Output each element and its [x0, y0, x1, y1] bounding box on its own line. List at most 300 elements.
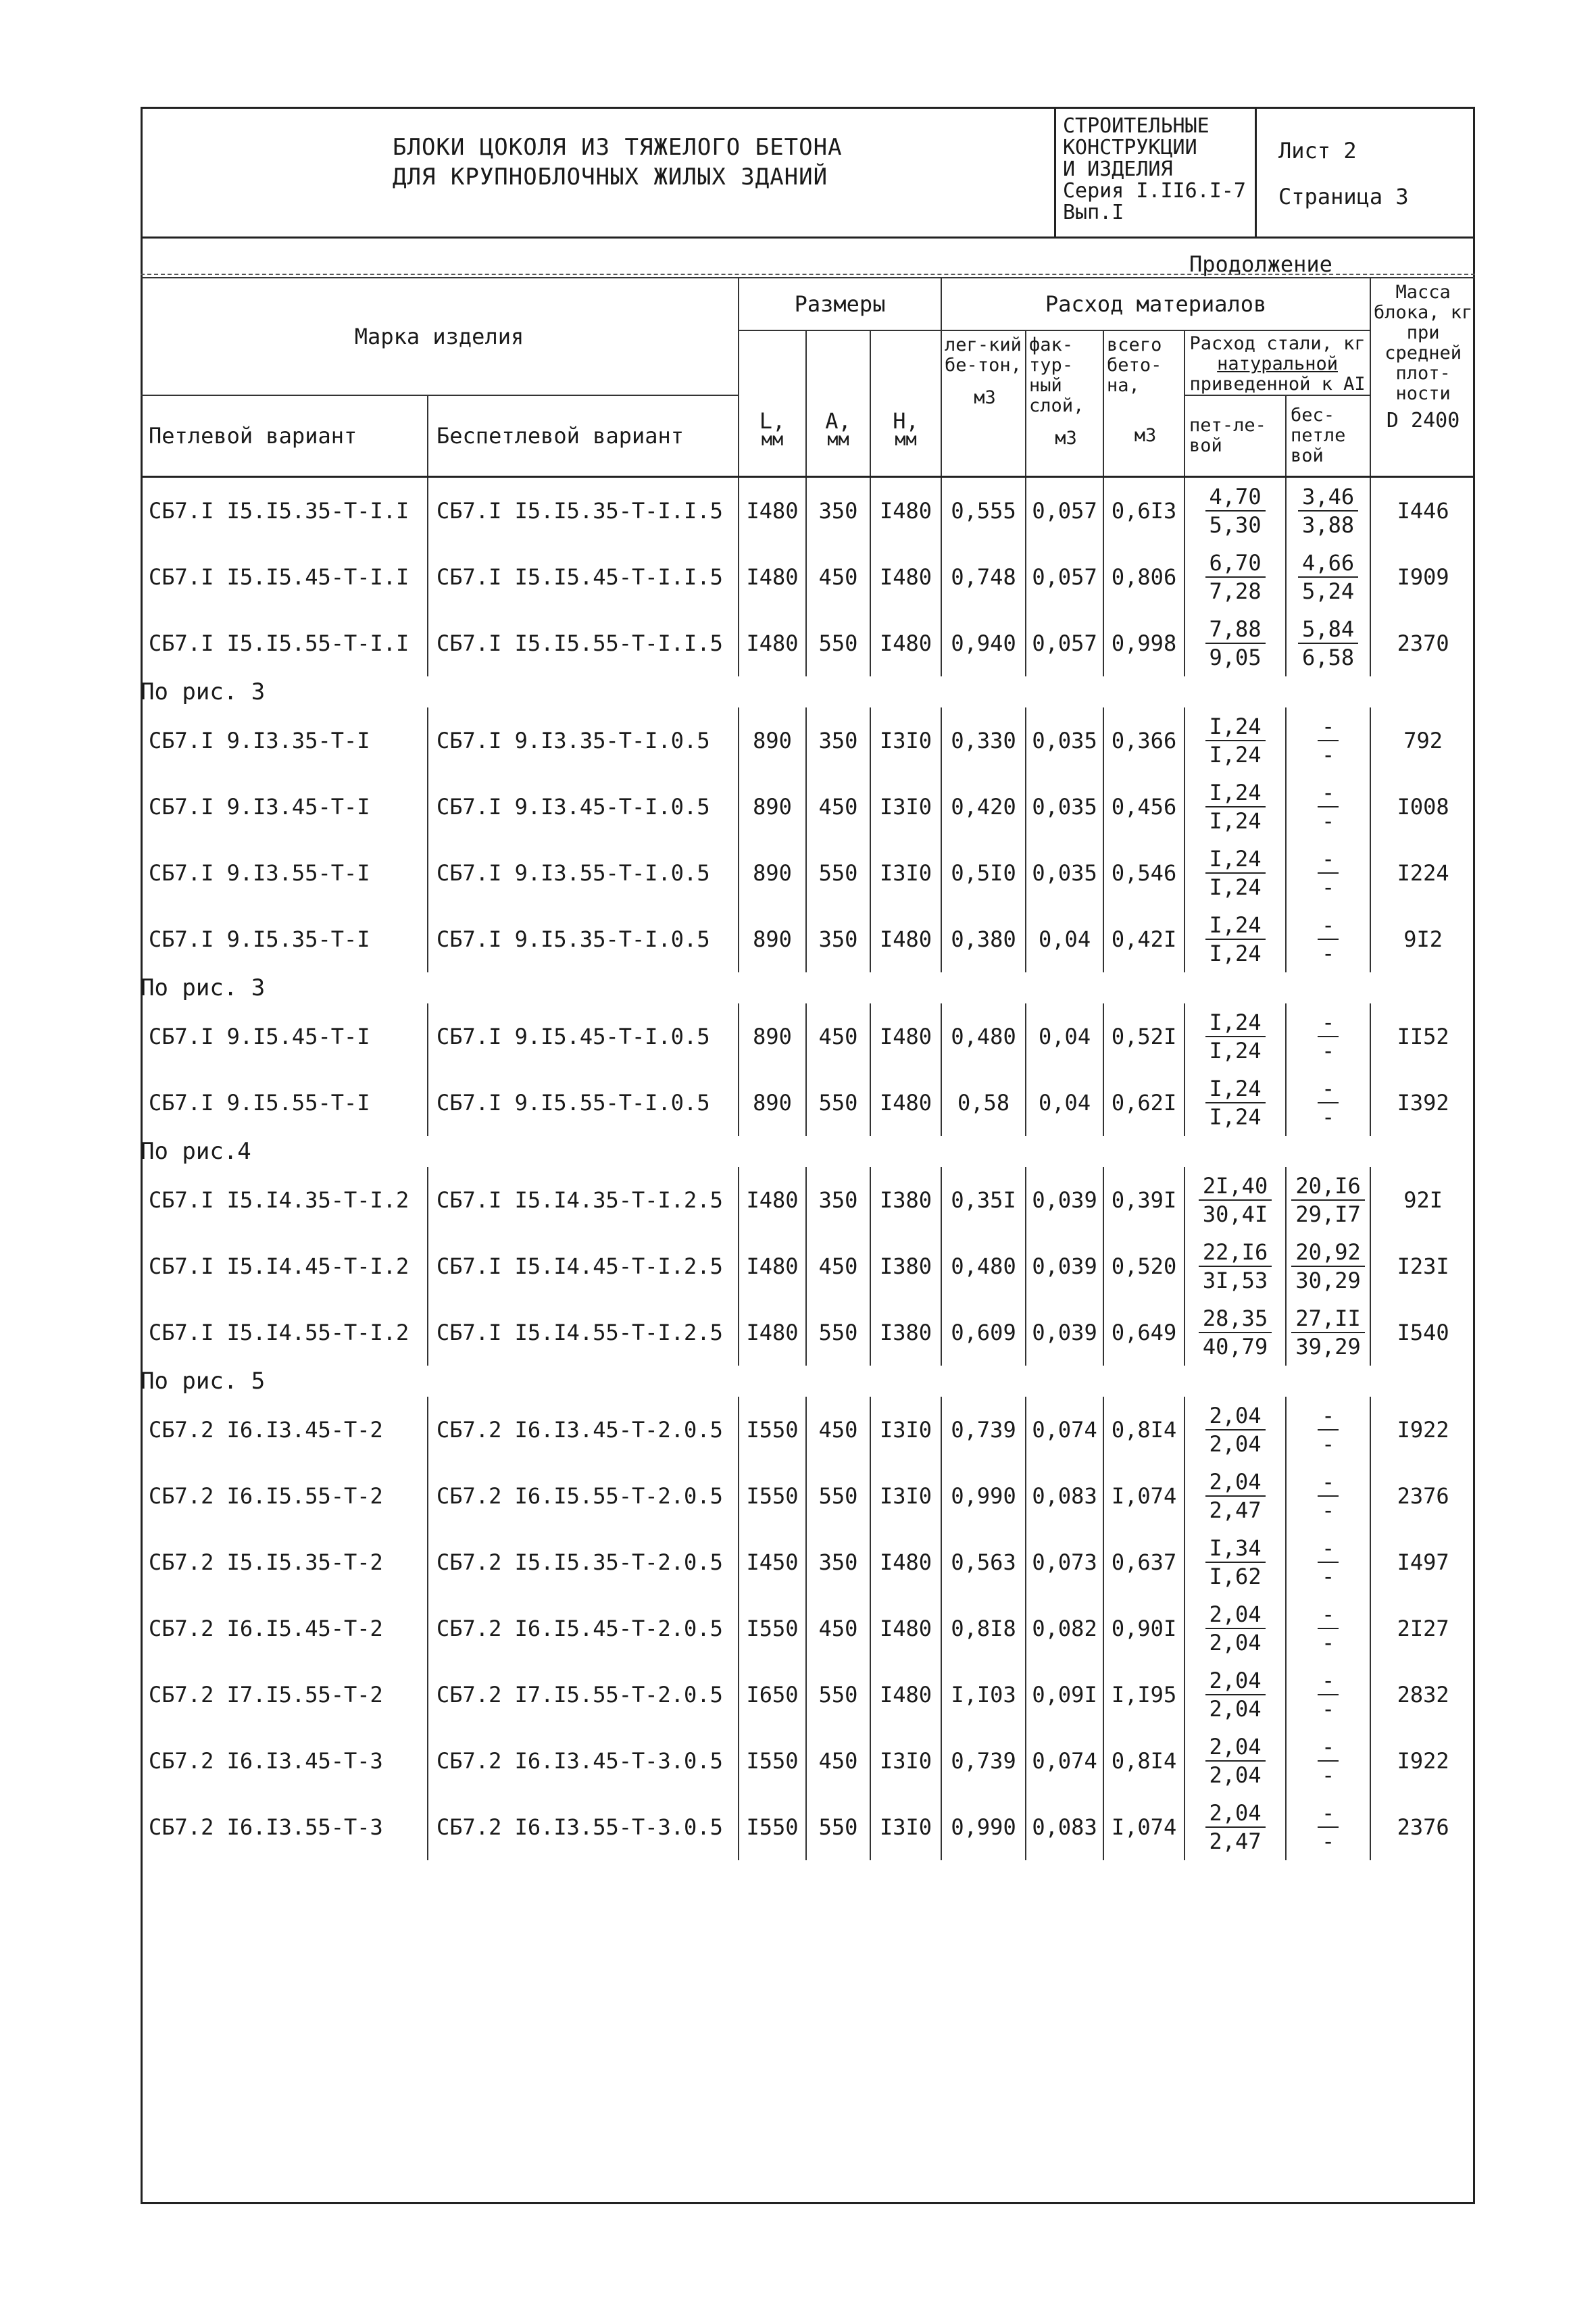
steel-noloop-value	[1286, 544, 1370, 610]
reduced-steel: 2,04	[1209, 1629, 1262, 1656]
steel-loop-value	[1184, 906, 1286, 972]
title-cell	[143, 109, 1056, 237]
reduced-steel: I,24	[1209, 741, 1262, 768]
reduced-steel: I,62	[1209, 1563, 1262, 1589]
total-concrete-header: всего бето-на, м3	[1103, 330, 1184, 476]
steel-loop-value	[1184, 1167, 1286, 1233]
group-caption-row	[141, 676, 1475, 707]
reduced-steel: I,24	[1209, 1103, 1262, 1130]
texture-layer-value: 0,057	[1026, 544, 1103, 610]
noloop-mark: СБ7.2 I6.I3.45-Т-3.0.5	[428, 1728, 739, 1794]
steel-noloop-value	[1286, 1794, 1370, 1860]
width-value: 450	[806, 1233, 870, 1299]
group-caption: По рис. 5	[141, 1367, 266, 1395]
loop-mark: СБ7.2 I6.I3.45-Т-3	[149, 1747, 383, 1774]
light-concrete-value: 0,5I0	[941, 840, 1026, 906]
noloop-mark: СБ7.2 I6.I3.55-Т-3.0.5	[428, 1794, 739, 1860]
length-value: I480	[739, 476, 806, 544]
noloop-mark: СБ7.2 I6.I5.55-Т-2.0.5	[428, 1463, 739, 1529]
sheet-info	[1278, 128, 1409, 220]
length-value: 890	[739, 1003, 806, 1070]
loop-mark: СБ7.I I5.I4.35-Т-I.2	[149, 1187, 409, 1213]
reduced-steel: -	[1321, 1563, 1335, 1589]
noloop-mark: СБ7.2 I6.I5.45-Т-2.0.5	[428, 1595, 739, 1662]
mass-value: 9I2	[1370, 906, 1475, 972]
height-value: I480	[870, 610, 941, 676]
natural-steel: 2,04	[1205, 1402, 1266, 1430]
width-value: 550	[806, 1794, 870, 1860]
product-table	[141, 277, 1475, 1860]
table-row	[141, 1794, 1475, 1860]
light-concrete-value: 0,58	[941, 1070, 1026, 1136]
total-concrete-value: 0,456	[1103, 774, 1184, 840]
fraction	[1205, 1667, 1266, 1722]
light-concrete-value: 0,330	[941, 707, 1026, 774]
mass-value: 2376	[1370, 1794, 1475, 1860]
loop-mark: СБ7.2 I6.I3.45-Т-2	[149, 1416, 383, 1443]
steel-loop-value	[1184, 476, 1286, 544]
loop-mark: СБ7.I I5.I5.45-Т-I.I	[149, 564, 409, 590]
steel-noloop-value	[1286, 1662, 1370, 1728]
steel-loop-value	[1184, 1233, 1286, 1299]
width-value: 350	[806, 476, 870, 544]
fraction	[1298, 483, 1358, 539]
reduced-steel: -	[1321, 874, 1335, 900]
fraction	[1291, 1172, 1364, 1228]
reduced-steel: -	[1321, 1497, 1335, 1523]
steel-noloop-value	[1286, 610, 1370, 676]
length-value: 890	[739, 774, 806, 840]
reduced-steel: 5,24	[1302, 578, 1355, 604]
natural-steel: 2,04	[1205, 1733, 1266, 1762]
steel-noloop-value	[1286, 1233, 1370, 1299]
reduced-steel: -	[1321, 1430, 1335, 1457]
reduced-steel: 3I,53	[1202, 1267, 1268, 1293]
table-row	[141, 1233, 1475, 1299]
divider	[141, 274, 1475, 275]
table-row	[141, 544, 1475, 610]
length-value: 890	[739, 1070, 806, 1136]
natural-steel: -	[1318, 1535, 1339, 1563]
length-value: I550	[739, 1794, 806, 1860]
height-value: I480	[870, 476, 941, 544]
fraction	[1199, 1172, 1272, 1228]
loop-mark: СБ7.2 I6.I5.55-Т-2	[149, 1483, 383, 1509]
steel-noloop-value	[1286, 1299, 1370, 1366]
steel-loop-value	[1184, 610, 1286, 676]
fraction	[1205, 1009, 1266, 1064]
reduced-steel: -	[1321, 940, 1335, 966]
natural-steel: I,24	[1205, 779, 1266, 807]
loop-mark: СБ7.2 I7.I5.55-Т-2	[149, 1681, 383, 1708]
steel-loop-value	[1184, 1595, 1286, 1662]
light-concrete-value: 0,990	[941, 1463, 1026, 1529]
title-line-1: БЛОКИ ЦОКОЛЯ ИЗ ТЯЖЕЛОГО БЕТОНА	[393, 134, 843, 161]
fraction	[1291, 1239, 1364, 1294]
width-value: 450	[806, 1003, 870, 1070]
consumption-header: Расход материалов	[941, 278, 1370, 330]
total-concrete-value: 0,649	[1103, 1299, 1184, 1366]
natural-steel: I,24	[1205, 1075, 1266, 1103]
table-row	[141, 1463, 1475, 1529]
texture-layer-value: 0,035	[1026, 774, 1103, 840]
width-value: 450	[806, 774, 870, 840]
mass-value: I224	[1370, 840, 1475, 906]
texture-layer-value: 0,035	[1026, 707, 1103, 774]
natural-steel: -	[1318, 1075, 1339, 1103]
texture-layer-value: 0,04	[1026, 1003, 1103, 1070]
mass-value: I922	[1370, 1728, 1475, 1794]
total-concrete-value: I,I95	[1103, 1662, 1184, 1728]
steel-noloop-value	[1286, 1003, 1370, 1070]
height-value: I3I0	[870, 1794, 941, 1860]
natural-steel: -	[1318, 912, 1339, 940]
reduced-steel: -	[1321, 1762, 1335, 1788]
table-row	[141, 840, 1475, 906]
total-concrete-value: 0,520	[1103, 1233, 1184, 1299]
natural-steel: -	[1318, 1799, 1339, 1828]
noloop-mark: СБ7.I 9.I5.55-Т-I.0.5	[428, 1070, 739, 1136]
natural-steel: 6,70	[1205, 549, 1266, 578]
natural-steel: -	[1318, 845, 1339, 874]
steel-loop-value	[1184, 1463, 1286, 1529]
length-value: I550	[739, 1728, 806, 1794]
natural-steel: 5,84	[1298, 616, 1358, 644]
fraction	[1205, 549, 1266, 605]
steel-loop-value	[1184, 707, 1286, 774]
reduced-steel: 2,04	[1209, 1762, 1262, 1788]
reduced-steel: 30,29	[1295, 1267, 1361, 1293]
total-concrete-value: 0,6I3	[1103, 476, 1184, 544]
mass-value: I392	[1370, 1070, 1475, 1136]
reduced-steel: I,24	[1209, 874, 1262, 900]
reduced-steel: 9,05	[1209, 644, 1262, 670]
loop-mark: СБ7.I I5.I4.55-Т-I.2	[149, 1319, 409, 1345]
reduced-steel: 7,28	[1209, 578, 1262, 604]
loop-mark: СБ7.I 9.I5.35-Т-I	[149, 926, 370, 952]
total-concrete-value: 0,366	[1103, 707, 1184, 774]
fraction	[1318, 1402, 1339, 1458]
steel-noloop-value	[1286, 1397, 1370, 1463]
reduced-steel: 39,29	[1295, 1333, 1361, 1360]
reduced-steel: -	[1321, 1037, 1335, 1064]
length-value: I480	[739, 1299, 806, 1366]
width-value: 450	[806, 1397, 870, 1463]
steel-loop-value	[1184, 1662, 1286, 1728]
light-concrete-value: 0,8I8	[941, 1595, 1026, 1662]
table-row	[141, 1529, 1475, 1595]
fraction	[1318, 1468, 1339, 1524]
reduced-steel: 30,4I	[1202, 1201, 1268, 1227]
reduced-steel: 3,88	[1302, 512, 1355, 538]
document-title	[393, 132, 843, 192]
steel-noloop-value	[1286, 1529, 1370, 1595]
series-line: СТРОИТЕЛЬНЫЕ	[1063, 114, 1210, 138]
steel-loop-value	[1184, 1529, 1286, 1595]
natural-steel: 2,04	[1205, 1468, 1266, 1497]
length-value: I550	[739, 1595, 806, 1662]
h-header: H, мм	[870, 330, 941, 476]
reduced-steel: I,24	[1209, 1037, 1262, 1064]
texture-layer-value: 0,083	[1026, 1463, 1103, 1529]
steel-loop-value	[1184, 544, 1286, 610]
mass-value: 2I27	[1370, 1595, 1475, 1662]
length-value: 890	[739, 906, 806, 972]
fraction	[1205, 616, 1266, 671]
natural-steel: 20,92	[1291, 1239, 1364, 1267]
loop-mark: СБ7.2 I5.I5.35-Т-2	[149, 1549, 383, 1575]
natural-steel: 7,88	[1205, 616, 1266, 644]
group-caption: По рис.4	[141, 1137, 251, 1165]
steel-noloop-value	[1286, 476, 1370, 544]
a-header: A, мм	[806, 330, 870, 476]
loop-mark: СБ7.2 I6.I5.45-Т-2	[149, 1615, 383, 1641]
table-row	[141, 1595, 1475, 1662]
reduced-steel: 6,58	[1302, 644, 1355, 670]
reduced-steel: 2,04	[1209, 1695, 1262, 1722]
mass-value: I008	[1370, 774, 1475, 840]
texture-layer-value: 0,035	[1026, 840, 1103, 906]
natural-steel: -	[1318, 1667, 1339, 1695]
noloop-mark: СБ7.I I5.I5.55-Т-I.I.5	[428, 610, 739, 676]
height-value: I480	[870, 906, 941, 972]
mass-value: 2832	[1370, 1662, 1475, 1728]
natural-steel: -	[1318, 1601, 1339, 1629]
length-value: I450	[739, 1529, 806, 1595]
noloop-mark: СБ7.I 9.I3.45-Т-I.0.5	[428, 774, 739, 840]
noloop-mark: СБ7.2 I5.I5.35-Т-2.0.5	[428, 1529, 739, 1595]
fraction	[1205, 912, 1266, 967]
light-concrete-value: 0,480	[941, 1233, 1026, 1299]
reduced-steel: I,24	[1209, 807, 1262, 834]
fraction	[1318, 1799, 1339, 1855]
height-value: I480	[870, 544, 941, 610]
table-row	[141, 1728, 1475, 1794]
total-concrete-value: 0,8I4	[1103, 1728, 1184, 1794]
reduced-steel: 2,04	[1209, 1430, 1262, 1457]
width-value: 550	[806, 1299, 870, 1366]
reduced-steel: -	[1321, 1828, 1335, 1854]
reduced-steel: -	[1321, 741, 1335, 768]
texture-layer-value: 0,083	[1026, 1794, 1103, 1860]
noloop-mark: СБ7.I I5.I5.45-Т-I.I.5	[428, 544, 739, 610]
mass-value: I922	[1370, 1397, 1475, 1463]
width-value: 550	[806, 1463, 870, 1529]
sheet-number: Лист 2	[1278, 138, 1357, 164]
natural-steel: 22,I6	[1199, 1239, 1272, 1267]
natural-steel: -	[1318, 713, 1339, 741]
natural-steel: 28,35	[1199, 1305, 1272, 1333]
table-row	[141, 1397, 1475, 1463]
noloop-mark: СБ7.I 9.I5.45-Т-I.0.5	[428, 1003, 739, 1070]
height-value: I480	[870, 1070, 941, 1136]
height-value: I3I0	[870, 840, 941, 906]
width-value: 350	[806, 906, 870, 972]
length-value: I480	[739, 544, 806, 610]
mass-value: I540	[1370, 1299, 1475, 1366]
total-concrete-value: I,074	[1103, 1794, 1184, 1860]
noloop-mark: СБ7.I I5.I4.45-Т-I.2.5	[428, 1233, 739, 1299]
height-value: I480	[870, 1529, 941, 1595]
total-concrete-value: I,074	[1103, 1463, 1184, 1529]
total-concrete-value: 0,42I	[1103, 906, 1184, 972]
noloop-mark: СБ7.2 I7.I5.55-Т-2.0.5	[428, 1662, 739, 1728]
table-row	[141, 707, 1475, 774]
mass-value: II52	[1370, 1003, 1475, 1070]
series-cell	[1056, 109, 1257, 237]
noloop-mark: СБ7.I 9.I3.55-Т-I.0.5	[428, 840, 739, 906]
loop-mark: СБ7.2 I6.I3.55-Т-3	[149, 1814, 383, 1840]
loop-mark: СБ7.I 9.I3.35-Т-I	[149, 727, 370, 753]
loop-mark: СБ7.I 9.I3.55-Т-I	[149, 860, 370, 886]
mass-value: 2370	[1370, 610, 1475, 676]
texture-layer-value: 0,04	[1026, 1070, 1103, 1136]
width-value: 450	[806, 1728, 870, 1794]
length-value: I550	[739, 1463, 806, 1529]
steel-loop-value	[1184, 1070, 1286, 1136]
noloop-mark: СБ7.2 I6.I3.45-Т-2.0.5	[428, 1397, 739, 1463]
fraction	[1205, 1535, 1266, 1590]
reduced-steel: I,24	[1209, 940, 1262, 966]
height-value: I3I0	[870, 774, 941, 840]
fraction	[1318, 912, 1339, 967]
mass-value: 92I	[1370, 1167, 1475, 1233]
texture-layer-value: 0,073	[1026, 1529, 1103, 1595]
total-concrete-value: 0,39I	[1103, 1167, 1184, 1233]
series-line: И ИЗДЕЛИЯ	[1063, 157, 1173, 181]
fraction	[1318, 779, 1339, 835]
fraction	[1318, 1667, 1339, 1722]
steel-noloop-value	[1286, 840, 1370, 906]
light-concrete-value: 0,420	[941, 774, 1026, 840]
height-value: I380	[870, 1299, 941, 1366]
continuation-label: Продолжение	[1189, 251, 1332, 277]
natural-steel: -	[1318, 1733, 1339, 1762]
group-caption-row	[141, 1366, 1475, 1397]
steel-loop-value	[1184, 1299, 1286, 1366]
fraction	[1291, 1305, 1364, 1360]
width-value: 350	[806, 707, 870, 774]
group-caption-row	[141, 972, 1475, 1003]
reduced-steel: 5,30	[1209, 512, 1262, 538]
steel-loop-value	[1184, 774, 1286, 840]
mark-header: Марка изделия	[141, 278, 739, 395]
height-value: I3I0	[870, 1728, 941, 1794]
natural-steel: 4,70	[1205, 483, 1266, 512]
title-line-2: ДЛЯ КРУПНОБЛОЧНЫХ ЖИЛЫХ ЗДАНИЙ	[393, 164, 828, 191]
steel-noloop-value	[1286, 906, 1370, 972]
length-value: I480	[739, 1233, 806, 1299]
total-concrete-value: 0,52I	[1103, 1003, 1184, 1070]
width-value: 450	[806, 544, 870, 610]
table-row	[141, 774, 1475, 840]
width-value: 350	[806, 1167, 870, 1233]
total-concrete-value: 0,546	[1103, 840, 1184, 906]
length-value: I550	[739, 1397, 806, 1463]
fraction	[1318, 1601, 1339, 1656]
texture-layer-value: 0,074	[1026, 1397, 1103, 1463]
series-line: Серия I.II6.I-7	[1063, 179, 1246, 203]
reduced-steel: -	[1321, 1629, 1335, 1656]
natural-steel: I,24	[1205, 845, 1266, 874]
total-concrete-value: 0,637	[1103, 1529, 1184, 1595]
table-row	[141, 476, 1475, 544]
length-value: 890	[739, 840, 806, 906]
group-caption: По рис. 3	[141, 974, 266, 1001]
table-row	[141, 906, 1475, 972]
total-concrete-value: 0,62I	[1103, 1070, 1184, 1136]
natural-steel: 2,04	[1205, 1601, 1266, 1629]
fraction	[1205, 1733, 1266, 1789]
light-concrete-value: 0,555	[941, 476, 1026, 544]
steel-loop-value	[1184, 840, 1286, 906]
length-value: I650	[739, 1662, 806, 1728]
steel-noloop-value	[1286, 707, 1370, 774]
mass-value: I909	[1370, 544, 1475, 610]
fraction	[1205, 1799, 1266, 1855]
sizes-header: Размеры	[739, 278, 941, 330]
series-line: Вып.I	[1063, 201, 1124, 224]
width-value: 450	[806, 1595, 870, 1662]
loop-mark: СБ7.I I5.I5.35-Т-I.I	[149, 497, 409, 524]
light-concrete-value: 0,990	[941, 1794, 1026, 1860]
natural-steel: I,34	[1205, 1535, 1266, 1563]
light-concrete-value: 0,380	[941, 906, 1026, 972]
natural-steel: -	[1318, 1402, 1339, 1430]
width-value: 550	[806, 610, 870, 676]
noloop-mark: СБ7.I I5.I4.55-Т-I.2.5	[428, 1299, 739, 1366]
table-row	[141, 610, 1475, 676]
height-value: I3I0	[870, 1397, 941, 1463]
texture-layer-value: 0,057	[1026, 476, 1103, 544]
fraction	[1205, 1468, 1266, 1524]
light-concrete-value: 0,609	[941, 1299, 1026, 1366]
natural-steel: 2I,40	[1199, 1172, 1272, 1201]
natural-steel: I,24	[1205, 912, 1266, 940]
light-concrete-value: 0,563	[941, 1529, 1026, 1595]
texture-layer-value: 0,04	[1026, 906, 1103, 972]
mass-value: I497	[1370, 1529, 1475, 1595]
reduced-steel: 29,I7	[1295, 1201, 1361, 1227]
texture-layer-value: 0,039	[1026, 1167, 1103, 1233]
fraction	[1318, 1733, 1339, 1789]
fraction	[1318, 713, 1339, 768]
steel-noloop-value	[1286, 1728, 1370, 1794]
steel-noloop-value	[1286, 774, 1370, 840]
steel-header: Расход стали, кг натуральной приведенной к AI	[1184, 330, 1370, 395]
steel-noloop-header: бес-петле вой	[1286, 395, 1370, 476]
reduced-steel: -	[1321, 807, 1335, 834]
texture-layer-value: 0,039	[1026, 1233, 1103, 1299]
loop-mark: СБ7.I 9.I5.45-Т-I	[149, 1023, 370, 1049]
natural-steel: 2,04	[1205, 1799, 1266, 1828]
loop-mark: СБ7.I 9.I3.45-Т-I	[149, 793, 370, 820]
series-info	[1063, 116, 1246, 224]
noloop-mark: СБ7.I I5.I5.35-Т-I.I.5	[428, 476, 739, 544]
fraction	[1205, 779, 1266, 835]
natural-steel: 3,46	[1298, 483, 1358, 512]
steel-noloop-value	[1286, 1070, 1370, 1136]
height-value: I380	[870, 1167, 941, 1233]
texture-layer-value: 0,09I	[1026, 1662, 1103, 1728]
mass-value: I23I	[1370, 1233, 1475, 1299]
texture-layer-value: 0,074	[1026, 1728, 1103, 1794]
reduced-steel: -	[1321, 1695, 1335, 1722]
mass-value: 2376	[1370, 1463, 1475, 1529]
title-block	[141, 107, 1475, 239]
height-value: I380	[870, 1233, 941, 1299]
table-row	[141, 1003, 1475, 1070]
